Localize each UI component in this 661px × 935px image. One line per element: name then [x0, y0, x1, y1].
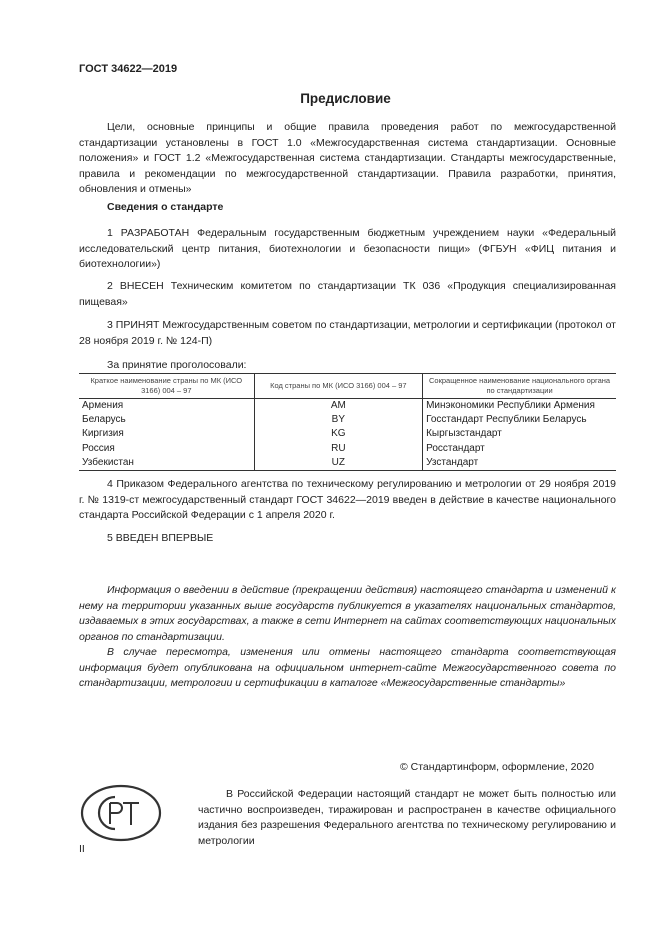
- info-paragraph-2: В случае пересмотра, изменения или отмены настоящего стандарта соответствующая информация будет опубликована на официальном интернет-сайте Межгосударственного совета по стандартизации, метрологии и сертификации в каталоге «Межгосударственные стандарты»: [79, 646, 616, 690]
- country-cell: Киргизия: [82, 428, 124, 440]
- info-paragraph-1: Информация о введении в действие (прекращении действия) настоящего стандарта и изменений к нему на территории указанных выше государств публикуется в указателях национальных стандартов, издаваемых в этих государствах, а также в сети Интернет на сайтах соответствующих национальных органов по стандартизации.: [79, 584, 616, 643]
- info-heading: Сведения о стандарте: [107, 201, 224, 213]
- gost-r-logo: [79, 783, 163, 843]
- copyright-line: © Стандартинформ, оформление, 2020: [400, 761, 595, 773]
- document-id: ГОСТ 34622—2019: [79, 63, 178, 75]
- item-3-adopted: 3 ПРИНЯТ Межгосударственным советом по стандартизации, метрологии и сертификации (протокол от 28 ноября 2019 г. № 124-П): [79, 319, 616, 347]
- rst-emblem-icon: [79, 783, 163, 843]
- copyright-notice: В Российской Федерации настоящий стандарт не может быть полностью или частично воспроизведен, тиражирован и распространен в качестве официального издания без разрешения Федерального агентства по техническому регулированию и метрологии: [198, 788, 616, 847]
- country-cell: Узбекистан: [79, 456, 254, 471]
- item-1-developed: 1 РАЗРАБОТАН Федеральным государственным бюджетным учреждением науки «Федеральный исследовательский центр питания, биотехнологии и безопасности пищи» (ФГБУН «ФИЦ питания и биотехнологии»): [79, 227, 616, 271]
- table-header-row: [79, 374, 616, 399]
- code-cell: UZ: [254, 456, 423, 471]
- code-cell: KG: [254, 427, 423, 441]
- item-5-first-introduced: 5 ВВЕДЕН ВПЕРВЫЕ: [107, 532, 214, 544]
- table-row: [79, 442, 616, 456]
- country-cell: Беларусь: [82, 414, 126, 426]
- body-cell: Минэкономики Республики Армения: [423, 399, 616, 414]
- table-header-country: Краткое наименование страны по МК (ИСО 3166) 004 – 97: [79, 374, 254, 399]
- country-cell: Россия: [82, 442, 115, 454]
- table-header-body: Сокращенное наименование национального органа по стандартизации: [423, 374, 616, 399]
- body-cell: Кыргызстандарт: [423, 427, 616, 441]
- code-cell: AM: [254, 399, 423, 414]
- country-cell: Армения: [82, 400, 124, 412]
- table-row: [79, 456, 616, 471]
- body-cell: Росстандарт: [423, 442, 616, 456]
- item-2-submitted: 2 ВНЕСЕН Техническим комитетом по стандартизации ТК 036 «Продукция специализированная пищевая»: [79, 280, 616, 308]
- item-4-enacted: 4 Приказом Федерального агентства по техническому регулированию и метрологии от 29 ноября 2019 г. № 1319-ст межгосударственный стандарт ГОСТ 34622—2019 введен в действие в качестве национального стандарта Российской Федерации с 1 апреля 2020 г.: [79, 478, 616, 522]
- table-row: [79, 399, 616, 414]
- table-header-code: Код страны по МК (ИСО 3166) 004 – 97: [254, 374, 423, 399]
- voting-table: [79, 373, 616, 471]
- code-cell: RU: [254, 442, 423, 456]
- page-title: Предисловие: [300, 91, 391, 106]
- voted-label: За принятие проголосовали:: [107, 359, 247, 371]
- code-cell: BY: [254, 413, 423, 427]
- table-row: [79, 427, 616, 441]
- body-cell: Узстандарт: [423, 456, 616, 471]
- intro-paragraph: Цели, основные принципы и общие правила проведения работ по межгосударственной стандартизации установлены в ГОСТ 1.0 «Межгосударственная система стандартизации. Основные положения» и ГОСТ 1.2 «Межгосударственная система стандартизации. Стандарты межгосударственные, правила и рекомендации по межгосударственной стандартизации. Правила разработки, принятия, обновления и отмены»: [79, 121, 616, 196]
- table-row: [79, 413, 616, 427]
- body-cell: Госстандарт Республики Беларусь: [423, 413, 616, 427]
- page-number: II: [79, 843, 85, 855]
